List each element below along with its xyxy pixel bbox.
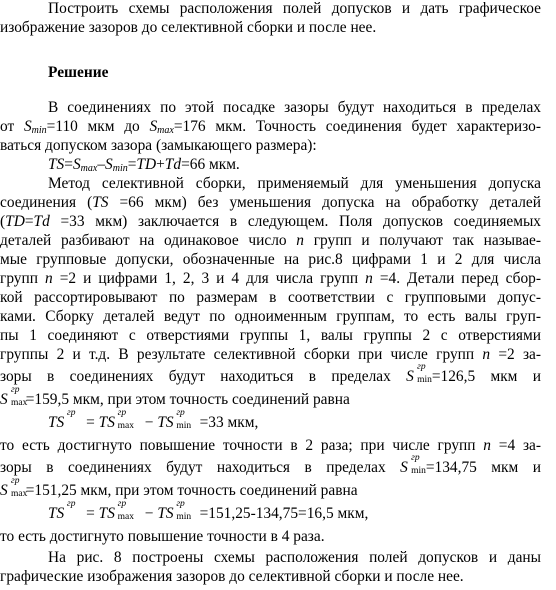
task-text-line-1: Построить схемы расположения полей допусков и дать графическое [48, 0, 541, 17]
paragraph-2-line-4: деталей разбивают на одинаковое число n групп и получают так называе- [0, 232, 541, 249]
paragraph-2-line-10: группы 2 и т.д. В результате селективной сборки при числе групп n =2 за- [0, 346, 541, 363]
paragraph-2-line-16: то есть достигнуто повышение точности в 4 раза. [0, 528, 325, 545]
paragraph-1-line-2: от $S_{min}=110$ мкм до $S_{max}=176$ мкм. Точность соединения будет характеризо- [0, 118, 541, 136]
paragraph-2-line-13: то есть достигнуто повышение точности в 2 раза; при числе групп n =4 за- [0, 437, 542, 454]
paragraph-3-line-2: графические изображения зазоров до селективной сборки и после нее. [0, 568, 464, 585]
paragraph-1-line-3: ваться допуском зазора (замыкающего размера): [0, 137, 317, 154]
paragraph-2-line-12: S гр max =159,5 мкм, при этом точность соединений равна [0, 385, 350, 408]
paragraph-2-line-3: (TD=Td =33 мкм) заключается в следующем. Поля допусков соединяемых [0, 213, 541, 230]
formula-ts-group-n4: TS гр = TS гр max − TS гр min =151,25-134,75=16,5 мкм, [48, 499, 369, 522]
paragraph-3-line-1: На рис. 8 построены схемы расположения полей допусков и даны [48, 549, 541, 566]
paragraph-2-line-8: ками. Сборку деталей ведут по одноименным группам, то есть валы груп- [0, 308, 541, 325]
formula-ts-group-n2: TS гр = TS гр max − TS гр min =33 мкм, [48, 408, 259, 431]
section-heading: Решение [48, 64, 109, 81]
paragraph-2-line-6: групп n =2 и цифрами 1, 2, 3 и 4 для числа групп n =4. Детали перед сбор- [0, 270, 541, 287]
formula-ts: $TS=S_{max}-S_{min}=TD+Td=66$ мкм. [48, 156, 240, 174]
task-text-line-2: изображение зазоров до селективной сборки и после нее. [0, 19, 377, 36]
paragraph-2-line-1: Метод селективной сборки, применяемый для уменьшения допуска [48, 175, 541, 192]
paragraph-2-line-14: зоры в соединениях будут находиться в пределах S гр min =134,75 мкм и [0, 453, 541, 476]
paragraph-2-line-5: мые групповые допуски, обозначенные на рис.8 цифрами 1 и 2 для числа [0, 251, 541, 268]
paragraph-2-line-15: S гр max =151,25 мкм, при этом точность соединений равна [0, 476, 358, 499]
paragraph-1-line-1: В соединениях по этой посадке зазоры будут находиться в пределах [48, 99, 541, 116]
paragraph-2-line-2: соединения (TS =66 мкм) без уменьшения допуска на обработку деталей [0, 194, 541, 211]
paragraph-2-line-7: кой рассортировывают по размерам в соответствии с групповыми допус- [0, 289, 541, 306]
paragraph-2-line-9: пы 1 соединяют с отверстиями группы 1, валы группы 2 с отверстиями [0, 327, 541, 344]
paragraph-2-line-11: зоры в соединениях будут находиться в пределах S гр min =126,5 мкм и [0, 362, 541, 385]
